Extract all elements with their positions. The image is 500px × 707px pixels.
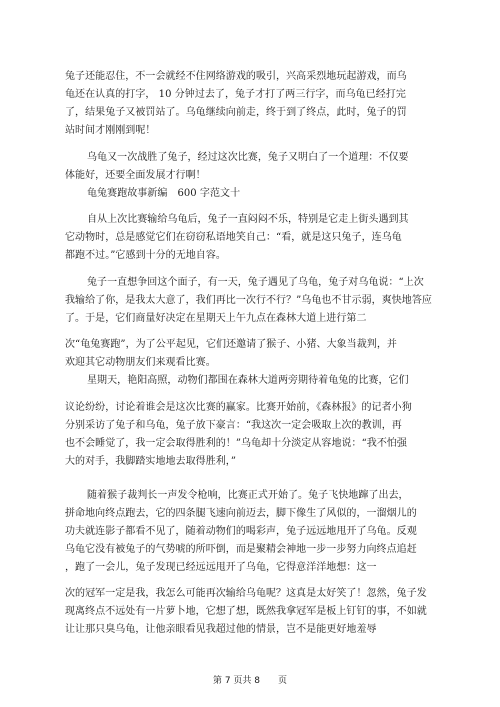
- body-text-line: 次的冠军一定是我，我怎么可能再次输给乌龟呢？这真是太好笑了！忽然，兔子发: [65, 588, 427, 599]
- body-text-line: 自从上次比赛输给乌龟后，兔子一直闷闷不乐，特别是它走上街头遇到其: [87, 214, 409, 225]
- body-text-line: 都跑不过。”它感到十分的无地自容。: [65, 250, 226, 261]
- body-text-line: 次“龟兔赛跑”，为了公平起见，它们还邀请了猴子、小猪、大象当裁判，并: [65, 339, 397, 350]
- body-text-line: 我输给了你，是我太大意了，我们再比一次行不行？”乌龟也不甘示弱，爽快地答应: [65, 295, 432, 306]
- body-text-line: 它动物时，总是感觉它们在窃窃私语地笑自己：“看，就是这只兔子，连乌龟: [65, 232, 402, 243]
- body-text-line: 现离终点不远处有一片萝卜地，它想了想，既然我拿冠军是板上钉钉的事，不如就: [65, 606, 427, 617]
- body-text-line: 大的对手，我脚踏实地地去取得胜利，”: [65, 456, 237, 467]
- body-text-line: 了。于是，它们商量好决定在星期天上午九点在森林大道上进行第二: [65, 313, 367, 324]
- body-text-line: 也不会睡觉了，我一定会取得胜利的！”乌龟却十分淡定从容地说：“我不怕强: [65, 438, 407, 449]
- body-text-line: 了，结果兔子又被罚站了。乌龟继续向前走，终于到了终点，此时，兔子的罚: [65, 107, 407, 118]
- body-text-line: 分别采访了兔子和乌龟，兔子放下豪言：“我这次一定会吸取上次的教训，再: [65, 420, 402, 431]
- body-text-line: 乌龟它没有被兔子的气势唬的所吓倒，而是聚精会神地一步一步努力向终点追赶: [65, 544, 417, 555]
- body-text-line: ，跑了一会儿，兔子发现已经远远甩开了乌龟，它得意洋洋地想：这一: [65, 562, 377, 573]
- body-text-line: 乌龟又一次战胜了兔子，经过这次比赛，兔子又明白了一个道理：不仅要: [87, 152, 409, 163]
- section-heading: 龟兔赛跑故事新编 600 字范文十: [87, 188, 241, 199]
- body-text-line: 站时间才刚刚到呢！: [65, 125, 156, 136]
- body-text-line: 兔子还能忍住，不一会就经不住网络游戏的吸引，兴高采烈地玩起游戏，而乌: [65, 71, 407, 82]
- body-text-line: 星期天，艳阳高照，动物们都围在森林大道两旁期待着龟兔的比赛，它们: [87, 375, 409, 386]
- body-text-line: 让让那只臭乌龟，让他亲眼看见我超过他的情景，岂不是能更好地羞辱: [65, 624, 377, 635]
- body-text-line: 议论纷纷，讨论着谁会是这次比赛的赢家。比赛开始前，《森林报》的记者小狗: [65, 402, 412, 413]
- page-number-footer: 第 7 页共 8 页: [212, 676, 288, 686]
- body-text-line: 随着猴子裁判长一声发令枪响，比赛正式开始了。兔子飞快地蹿了出去，: [87, 490, 409, 501]
- body-text-line: 体能好，还要全面发展才行啊！: [65, 170, 206, 181]
- body-text-line: 龟还在认真的打字， 10 分钟过去了，兔子才打了两三行字，而乌龟已经打完: [65, 89, 406, 100]
- body-text-line: 兔子一直想争回这个面子，有一天，兔子遇见了乌龟，兔子对乌龟说：“上次: [87, 277, 424, 288]
- body-text-line: 拼命地向终点跑去，它的四条腿飞速向前迈去，脚下像生了风似的，一溜烟儿的: [65, 508, 417, 519]
- body-text-line: 功夫就连影子都看不见了，随着动物们的喝彩声，兔子远远地甩开了乌龟。反观: [65, 526, 417, 537]
- body-text-line: 欢迎其它动物朋友们来观看比赛。: [65, 357, 216, 368]
